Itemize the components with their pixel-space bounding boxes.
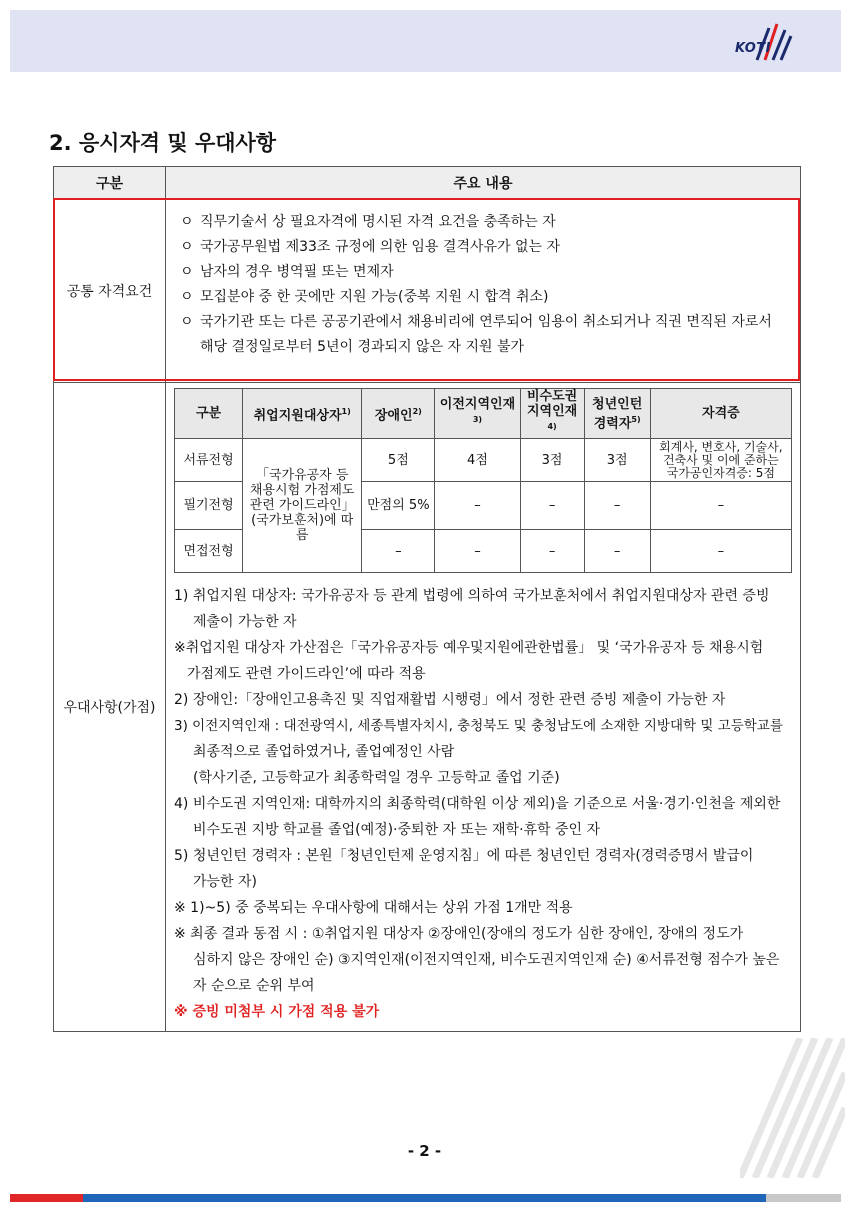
list-item: ㅇ 국가기관 또는 다른 공공기관에서 채용비리에 연루되어 임용이 취소되거나 직권 면직된 자로서 [180, 314, 772, 330]
footer-bar-red [10, 1194, 83, 1202]
sub-col-non-capital: 비수도권 지역인재$^{4)}$ [520, 389, 584, 439]
common-requirements-list [174, 206, 792, 364]
header-band [10, 10, 841, 72]
col-header-category: 구분 [54, 167, 166, 200]
list-item: ㅇ 국가공무원법 제33조 규정에 의한 임용 결격사유가 없는 자 [180, 239, 561, 255]
table-header-row [54, 167, 801, 200]
note: 가능한 자) [193, 874, 258, 891]
sub-col-relocated: 이전지역인재$^{3)}$ [435, 389, 520, 439]
list-item: ㅇ 모집분야 중 한 곳에만 지원 가능(중복 지원 시 합격 취소) [180, 289, 549, 305]
sub-col-certificate: 자격증 [650, 389, 791, 439]
sub-col-veteran: 취업지원대상자$^{1)}$ [243, 389, 362, 439]
note: ※취업지원 대상자 가산점은「국가유공자등 예우및지원에관한법률」 및 ‘국가유공자 등 채용시험 [174, 640, 764, 657]
warning-note: ※ 증빙 미첨부 시 가점 적용 불가 [174, 1004, 380, 1021]
note: ※ 최종 결과 동점 시 : ①취업지원 대상자 ②장애인(장애의 정도가 심한 장애인, 장애의 정도가 [174, 926, 744, 943]
sub-col-intern: 청년인턴 경력자$^{5)}$ [584, 389, 650, 439]
footer-bar-blue [83, 1194, 766, 1202]
note: 심하지 않은 장애인 순) ③지역인재(이전지역인재, 비수도권지역인재 순) ④서류전형 점수가 높은 [193, 952, 780, 969]
preference-notes [174, 583, 792, 1025]
table-row: 면접전형 – – – – – [175, 530, 792, 573]
koti-logo-text: KOTI [735, 41, 771, 56]
note: 최종적으로 졸업하였거나, 졸업예정인 사람 [193, 744, 455, 761]
list-item: ㅇ 남자의 경우 병역필 또는 면제자 [180, 264, 394, 280]
col-header-content: 주요 내용 [166, 167, 801, 200]
list-item-continuation: 해당 결정일로부터 5년이 경과되지 않은 자 지원 불가 [200, 339, 525, 355]
table-row: 필기전형 만점의 5% – – – – [175, 482, 792, 530]
list-item: ㅇ 직무기술서 상 필요자격에 명시된 자격 요건을 충족하는 자 [180, 214, 556, 230]
note: 5) 청년인턴 경력자 : 본원「청년인턴제 운영지침」에 따른 청년인턴 경력자(경력증명서 발급이 [174, 848, 754, 865]
common-requirements-label: 공통 자격요건 [54, 200, 166, 383]
note: 가점제도 관련 가이드라인’에 따라 적용 [187, 666, 426, 683]
bonus-points-table [174, 388, 792, 573]
sub-col-category: 구분 [175, 389, 243, 439]
preference-label: 우대사항(가점) [54, 383, 166, 1032]
note: 2) 장애인:「장애인고용촉진 및 직업재활법 시행령」에서 정한 관련 증빙 제출이 가능한 자 [174, 692, 726, 709]
note: ※ 1)~5) 중 중복되는 우대사항에 대해서는 상위 가점 1개만 적용 [174, 900, 573, 917]
veteran-merged-cell: 「국가유공자 등 채용시험 가점제도 관련 가이드라인」 (국가보훈처)에 따름 [243, 439, 362, 573]
note: 자 순으로 순위 부여 [193, 978, 315, 995]
note: 1) 취업지원 대상자: 국가유공자 등 관계 법령에 의하여 국가보훈처에서 취업지원대상자 관련 증빙 [174, 588, 770, 605]
note: 4) 비수도권 지역인재: 대학까지의 최종학력(대학원 이상 제외)을 기준으로 서울·경기·인천을 제외한 [174, 796, 781, 813]
section-title: 2. 응시자격 및 우대사항 [49, 131, 277, 155]
common-requirements-row [54, 200, 801, 383]
note: 제출이 가능한 자 [193, 614, 297, 631]
table-row: 서류전형 「국가유공자 등 채용시험 가점제도 관련 가이드라인」 (국가보훈처)에 따름 5점 4점 3점 3점 회계사, 변호사, 기술사, 건축사 및 이에 준하는 국가공인자격증: 5점 [175, 439, 792, 482]
note: 3) 이전지역인재 : 대전광역시, 세종특별자치시, 충청북도 및 충청남도에 소재한 지방대학 및 고등학교를 [174, 718, 783, 735]
preference-row [54, 383, 801, 1032]
qualification-table [53, 166, 801, 1032]
bonus-header-row [175, 389, 792, 439]
note: 비수도권 지방 학교를 졸업(예정)·중퇴한 자 또는 재학·휴학 중인 자 [193, 822, 601, 839]
page-number: - 2 - [407, 1142, 442, 1160]
footer-bar-gray [766, 1194, 841, 1202]
sub-col-disabled: 장애인$^{2)}$ [362, 389, 435, 439]
note: (학사기준, 고등학교가 최종학력일 경우 고등학교 졸업 기준) [193, 770, 560, 787]
